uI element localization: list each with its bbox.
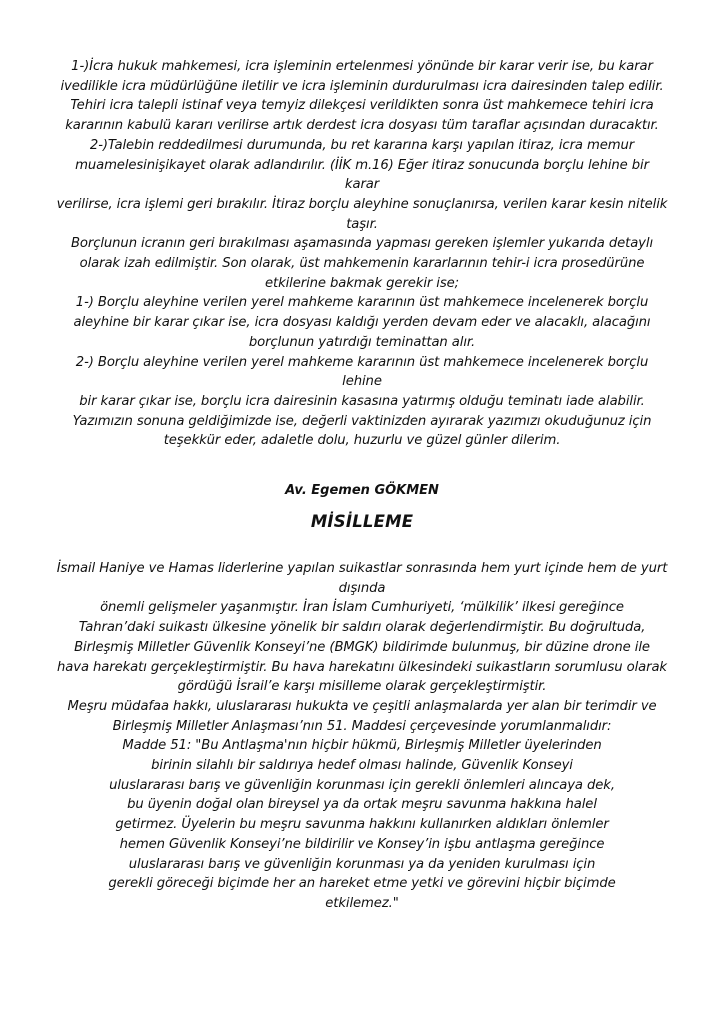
- text-line: karar: [344, 177, 380, 193]
- text-line: hava harekatı gerçekleştirmiştir. Bu hava harekatını ülkesindeki suikastların sorumlusu olarak: [57, 659, 667, 675]
- text-line: gerekli göreceği biçimde her an hareket etme yetki ve görevini hiçbir biçimde: [108, 876, 616, 892]
- text-line: etkilemez.": [325, 895, 399, 911]
- text-line: 1-)İcra hukuk mahkemesi, icra işleminin ertelenmesi yönünde bir karar verir ise, bu karar: [71, 59, 653, 74]
- text-line: Tehiri icra talepli istinaf veya temyiz dilekçesi verildikten sonra üst mahkemece tehiri icra: [70, 98, 654, 114]
- text-line: Yazımızın sonuna geldiğimizde ise, değerli vaktinizden ayırarak yazımızı okuduğunuz için: [72, 413, 652, 429]
- text-line: Borçlunun icranın geri bırakılması aşamasında yapması gereken işlemler yukarıda detaylı: [70, 236, 654, 252]
- text-line: dışında: [338, 580, 386, 596]
- text-line: 2-)Talebin reddedilmesi durumunda, bu ret kararına karşı yapılan itiraz, icra memur: [89, 137, 635, 153]
- text-line: birinin silahlı bir saldırıya hedef olması halinde, Güvenlik Konseyi: [151, 758, 573, 774]
- text-line: teşekkür eder, adaletle dolu, huzurlu ve güzel günler dilerim.: [163, 433, 561, 449]
- text-line: olarak izah edilmiştir. Son olarak, üst mahkemenin kararlarının tehir-i icra prosedürüne: [79, 256, 645, 272]
- text-line: muamelesinişikayet olarak adlandırılır. (İİK m.16) Eğer itiraz sonucunda borçlu lehine bir: [75, 157, 649, 173]
- article-title: MİSİLLEME: [310, 512, 414, 531]
- text-line: Tahran’daki suikastı ülkesine yönelik bir saldırı olarak değerlendirmiştir. Bu doğrultuda,: [78, 620, 646, 636]
- text-line: borçlunun yatırdığı teminattan alır.: [248, 334, 476, 350]
- text-line: taşır.: [346, 216, 378, 232]
- text-line: ivedilikle icra müdürlüğüne iletilir ve icra işleminin durdurulması icra dairesinden talep edilir.: [60, 78, 664, 94]
- text-line: Birleşmiş Milletler Güvenlik Konseyi’ne (BMGK) bildirimde bulunmuş, bir düzine drone ile: [74, 639, 650, 655]
- article-section-tehir-i-icra: [6, 57, 718, 451]
- text-line: verilirse, icra işlemi geri bırakılır. İtiraz borçlu aleyhine sonuçlanırsa, verilen karar kesin nitelik: [56, 196, 668, 212]
- text-line: etkilerine bakmak gerekir ise;: [265, 275, 459, 291]
- text-line: İsmail Haniye ve Hamas liderlerine yapılan suikastlar sonrasında hem yurt içinde hem de yurt: [56, 561, 668, 576]
- text-line: getirmez. Üyelerin bu meşru savunma hakkını kullanırken aldıkları önlemler: [115, 817, 609, 833]
- article-section-misilleme: [6, 559, 718, 914]
- text-line: uluslararası barış ve güvenliğin korunması için gerekli önlemleri alıncaya dek,: [109, 777, 615, 793]
- text-line: 2-) Borçlu aleyhine verilen yerel mahkeme kararının üst mahkemece incelenerek borçlu: [75, 354, 649, 370]
- text-line: 1-) Borçlu aleyhine verilen yerel mahkeme kararının üst mahkemece incelenerek borçlu: [75, 295, 649, 311]
- author-signature: Av. Egemen GÖKMEN: [285, 483, 439, 498]
- text-line: önemli gelişmeler yaşanmıştır. İran İslam Cumhuriyeti, ‘mülkilik’ ilkesi gereğince: [100, 600, 624, 616]
- text-line: gördüğü İsrail’e karşı misilleme olarak gerçekleştirmiştir.: [177, 679, 547, 695]
- text-line: hemen Güvenlik Konseyi’ne bildirilir ve Konsey’in işbu antlaşma gereğince: [119, 836, 605, 852]
- text-line: kararının kabulü kararı verilirse artık derdest icra dosyası tüm taraflar açısından duracaktır.: [65, 118, 659, 134]
- text-line: bir karar çıkar ise, borçlu icra dairesinin kasasına yatırmış olduğu teminatı iade alabilir.: [79, 393, 645, 409]
- text-line: Madde 51: "Bu Antlaşma'nın hiçbir hükmü, Birleşmiş Milletler üyelerinden: [122, 738, 602, 754]
- text-line: uluslararası barış ve güvenliğin korunması ya da yeniden kurulması için: [128, 856, 596, 872]
- text-line: Birleşmiş Milletler Anlaşması’nın 51. Maddesi çerçevesinde yorumlanmalıdır:: [112, 718, 612, 734]
- text-line: bu üyenin doğal olan bireysel ya da ortak meşru savunma hakkına halel: [127, 797, 597, 813]
- text-line: lehine: [342, 374, 382, 390]
- text-line: Meşru müdafaa hakkı, uluslararası hukukta ve çeşitli anlaşmalarda yer alan bir terimdir ve: [67, 698, 657, 714]
- text-line: aleyhine bir karar çıkar ise, icra dosyası kaldığı yerden devam eder ve alacaklı, alacağını: [73, 315, 651, 331]
